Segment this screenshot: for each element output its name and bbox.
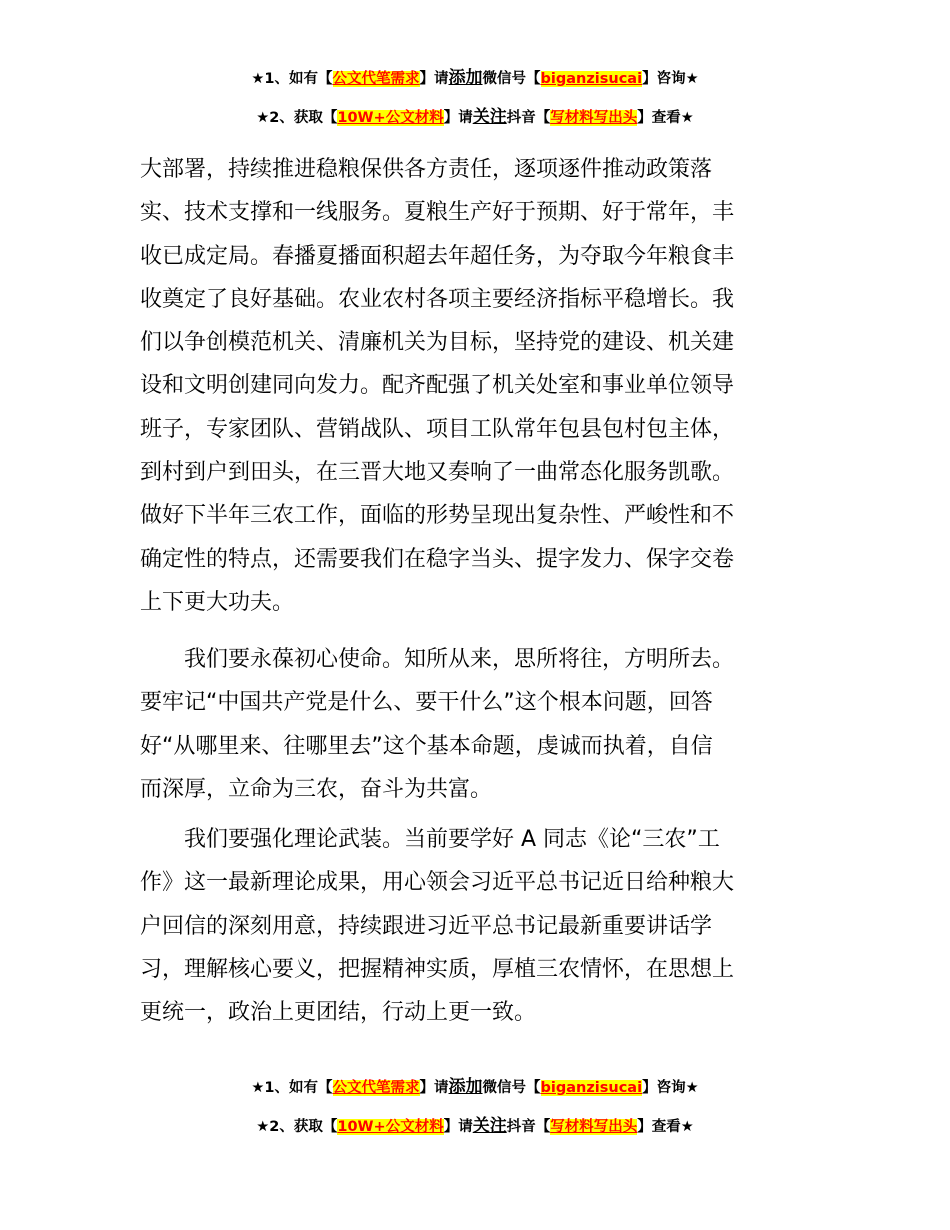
text-line: 上下更大功夫。: [140, 589, 295, 615]
text-line: 好“从哪里来、往哪里去”这个基本命题，虔诚而执着，自信: [140, 733, 713, 759]
banner-text: ★2、获取【: [256, 110, 338, 126]
paragraph-1: [140, 148, 812, 624]
text-line: 收奠定了良好基础。农业农村各项主要经济指标平稳增长。我: [140, 286, 735, 312]
banner-text: 】请: [443, 1119, 473, 1135]
highlight-wechat-id: biganzisucai: [540, 71, 643, 87]
text-line: 确定性的特点，还需要我们在稳字当头、提字发力、保字交卷: [140, 546, 735, 572]
text-line: 更统一，政治上更团结，行动上更一致。: [140, 1000, 537, 1026]
text-line: 我们要强化理论武装。当前要学好 A 同志《论“三农”工: [140, 827, 720, 852]
text-line: 班子，专家团队、营销战队、项目工队常年包县包村包主体，: [140, 416, 735, 442]
highlight-service: 公文代笔需求: [332, 71, 420, 87]
banner-text: 】请: [443, 110, 473, 126]
banner-text: 】咨询★: [642, 71, 699, 87]
banner-text: ★2、获取【: [256, 1119, 338, 1135]
highlight-materials: 10W+公文材料: [337, 110, 444, 126]
banner-text: ★1、如有【: [251, 71, 333, 87]
banner-text: 抖音【: [506, 1119, 551, 1135]
text-line: 收已成定局。春播夏播面积超去年超任务，为夺取今年粮食丰: [140, 243, 735, 269]
banner-text: 】查看★: [637, 110, 694, 126]
highlight-wechat-id: biganzisucai: [540, 1080, 643, 1096]
paragraph-3: [140, 818, 812, 1034]
banner-text: 抖音【: [506, 110, 551, 126]
promo-banner-line-2: [0, 107, 950, 128]
text-line: 们以争创模范机关、清廉机关为目标，坚持党的建设、机关建: [140, 330, 735, 356]
emphasis-follow: 关注: [472, 1116, 507, 1136]
promo-banner-line-1: [0, 68, 950, 89]
banner-text: 】咨询★: [642, 1080, 699, 1096]
promo-banner-line-2-footer: [0, 1116, 950, 1137]
highlight-service: 公文代笔需求: [332, 1080, 420, 1096]
emphasis-follow: 关注: [472, 107, 507, 127]
highlight-douyin-account: 写材料写出头: [550, 1119, 638, 1135]
banner-text: 】请: [419, 1080, 449, 1096]
text-line: 大部署，持续推进稳粮保供各方责任，逐项逐件推动政策落: [140, 157, 713, 182]
text-line: 要牢记“中国共产党是什么、要干什么”这个根本问题，回答: [140, 690, 713, 716]
text-line: 户回信的深刻用意，持续跟进习近平总书记最新重要讲话学: [140, 913, 713, 939]
banner-text: 微信号【: [482, 1080, 541, 1096]
paragraph-2: [140, 638, 812, 811]
text-line: 做好下半年三农工作，面临的形势呈现出复杂性、严峻性和不: [140, 503, 735, 529]
highlight-douyin-account: 写材料写出头: [550, 110, 638, 126]
text-line: 设和文明创建同向发力。配齐配强了机关处室和事业单位领导: [140, 373, 735, 399]
banner-text: 】请: [419, 71, 449, 87]
banner-text: 】查看★: [637, 1119, 694, 1135]
emphasis-add: 添加: [448, 1077, 483, 1097]
emphasis-add: 添加: [448, 68, 483, 88]
text-line: 我们要永葆初心使命。知所从来，思所将往，方明所去。: [140, 647, 735, 672]
text-line: 而深厚，立命为三农，奋斗为共富。: [140, 776, 493, 802]
highlight-materials: 10W+公文材料: [337, 1119, 444, 1135]
promo-banner-line-1-footer: [0, 1077, 950, 1098]
banner-text: 微信号【: [482, 71, 541, 87]
text-line: 实、技术支撑和一线服务。夏粮生产好于预期、好于常年，丰: [140, 200, 735, 226]
text-line: 作》这一最新理论成果，用心领会习近平总书记近日给种粮大: [140, 870, 735, 896]
text-line: 习，理解核心要义，把握精神实质，厚植三农情怀，在思想上: [140, 956, 735, 982]
text-line: 到村到户到田头，在三晋大地又奏响了一曲常态化服务凯歌。: [140, 460, 735, 486]
banner-text: ★1、如有【: [251, 1080, 333, 1096]
